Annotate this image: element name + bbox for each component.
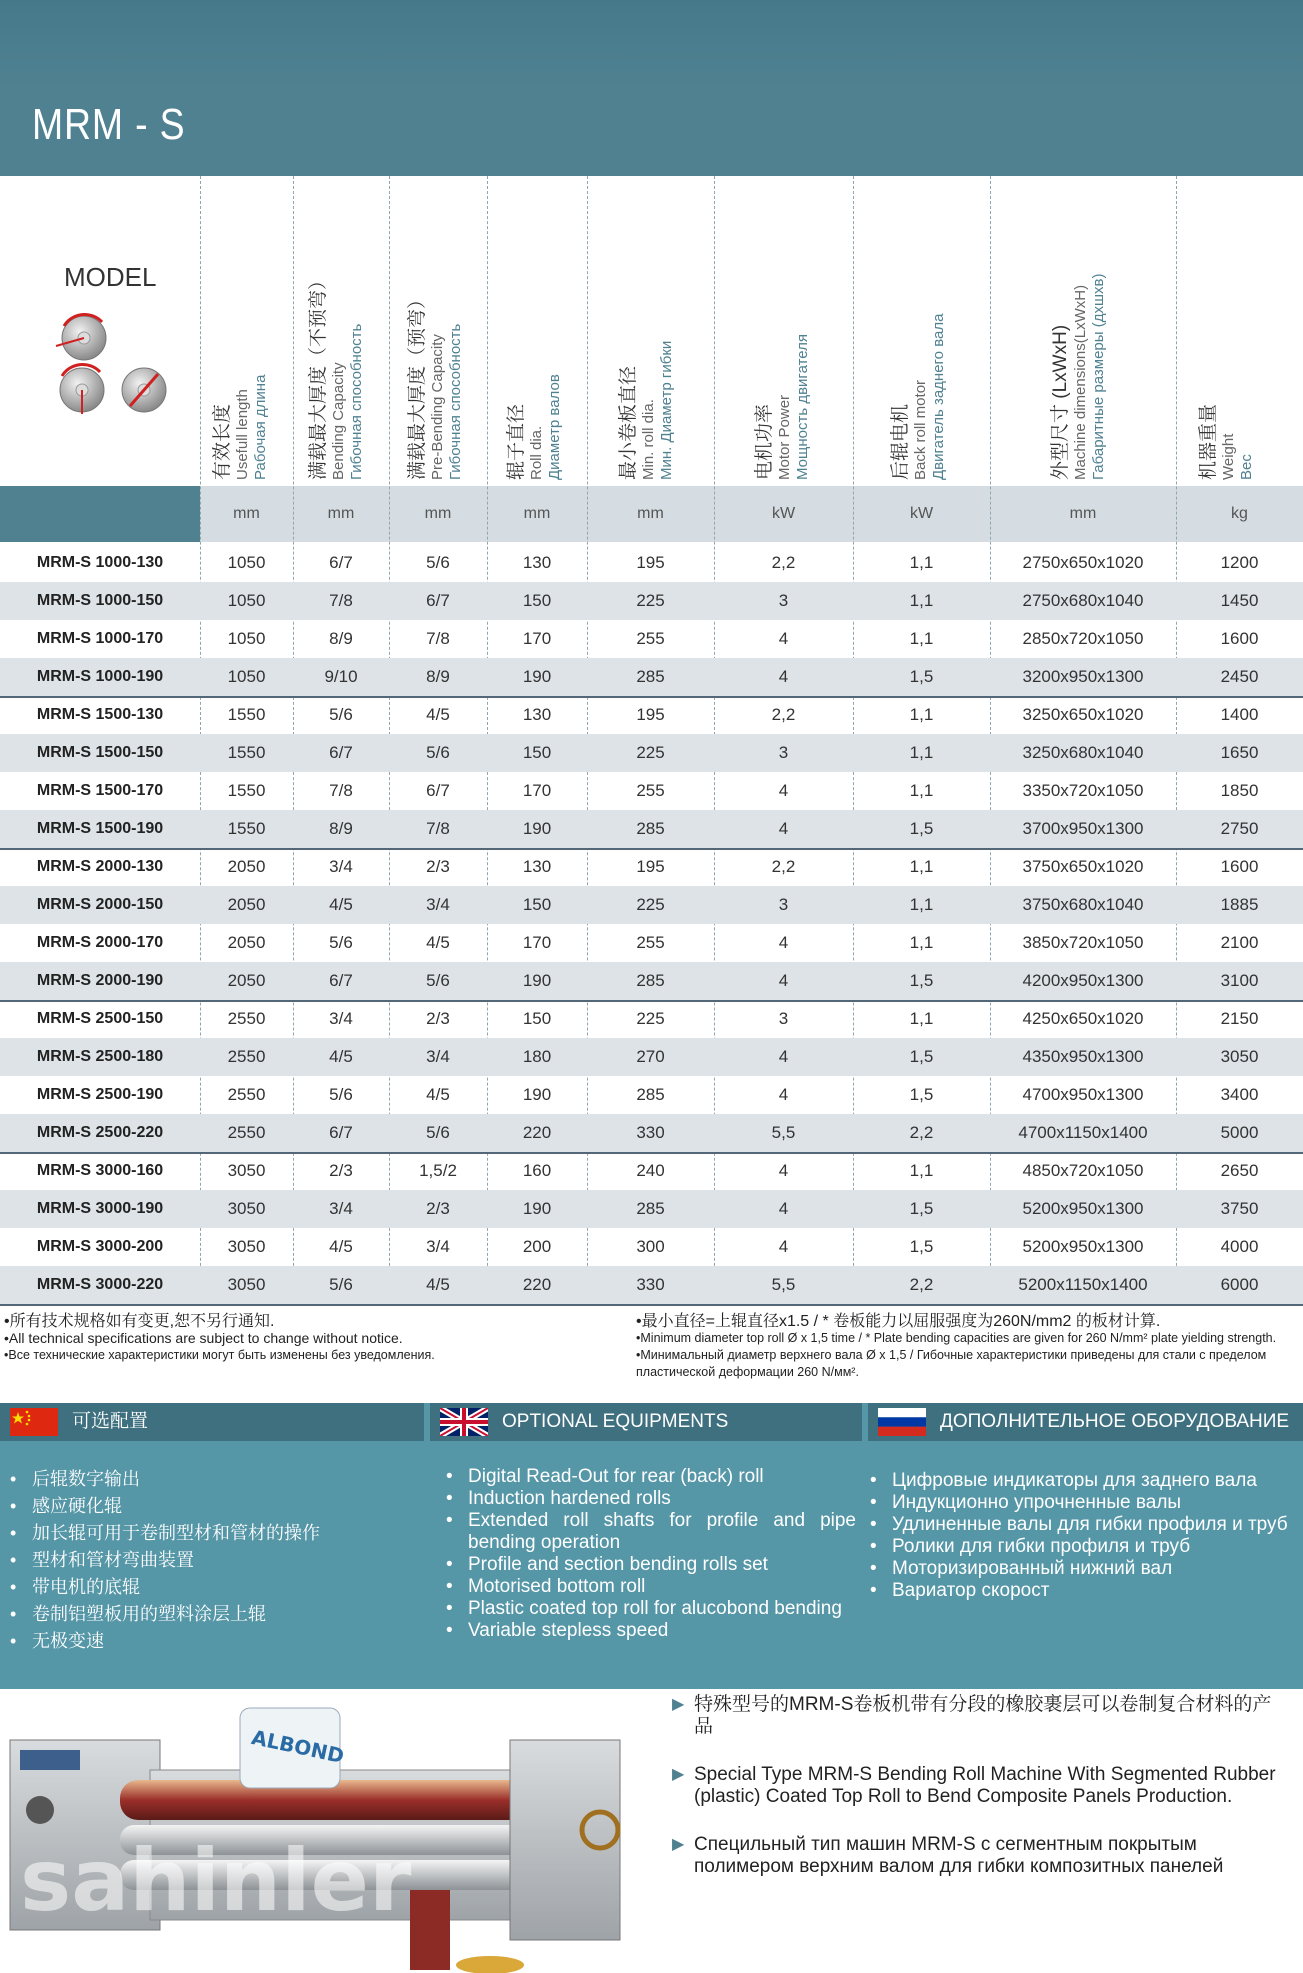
value-cell: 1,1 [909, 705, 934, 724]
value-cell: 7/8 [426, 629, 450, 648]
value-cell: 5/6 [329, 1275, 353, 1294]
options-header-ru [868, 1403, 1303, 1441]
model-label: MODEL [64, 262, 157, 292]
table-row [0, 1152, 1303, 1190]
value-cell: 3100 [1220, 971, 1259, 990]
value-cell: 220 [522, 1123, 552, 1142]
value-cell: 2/3 [426, 1009, 450, 1028]
value-cell: 4850x720x1050 [1022, 1161, 1144, 1180]
options-header-en [430, 1403, 862, 1441]
unit-cell: kg [1231, 505, 1248, 522]
value-cell: 1550 [227, 743, 266, 762]
value-cell: 3050 [227, 1237, 266, 1256]
value-cell: 225 [636, 743, 665, 762]
value-cell: 2,2 [909, 1275, 934, 1294]
value-cell: 4 [778, 1199, 789, 1218]
value-cell: 190 [522, 667, 552, 686]
value-cell: 2050 [227, 857, 266, 876]
header-band [0, 0, 1303, 176]
value-cell: 6/7 [329, 553, 353, 572]
value-cell: 4 [778, 971, 789, 990]
value-cell: 2150 [1220, 1009, 1259, 1028]
unit-cell: mm [327, 505, 355, 522]
model-cell: MRM-S 2500-220 [36, 1124, 164, 1141]
value-cell: 2750 [1220, 819, 1259, 838]
option-item: • Удлиненные валы для гибки профиля и труб [868, 1514, 1298, 1536]
value-cell: 285 [636, 1085, 665, 1104]
value-cell: 225 [636, 1009, 665, 1028]
value-cell: 5200x1150x1400 [1018, 1275, 1148, 1294]
value-cell: 6/7 [329, 743, 353, 762]
option-item: • Цифровые индикаторы для заднего вала [868, 1470, 1298, 1492]
value-cell: 195 [636, 553, 665, 572]
value-cell: 7/8 [329, 781, 353, 800]
value-cell: 2/3 [329, 1161, 353, 1180]
value-cell: 4 [778, 781, 789, 800]
value-cell: 2,2 [771, 857, 796, 876]
model-cell: MRM-S 1000-170 [36, 630, 164, 647]
value-cell: 4 [778, 1237, 789, 1256]
model-cell: MRM-S 2000-150 [36, 896, 164, 913]
table-row [0, 924, 1303, 962]
model-cell: MRM-S 1000-130 [36, 554, 164, 571]
option-item: • 带电机的底辊 [8, 1574, 418, 1601]
value-cell: 4700x950x1300 [1022, 1085, 1144, 1104]
value-cell: 1,5 [909, 819, 934, 838]
note-line: •Minimum diameter top roll Ø x 1,5 time / * Plate bending capacities are given for 260 N/mm² plate yielding strength. [636, 1331, 1277, 1345]
value-cell: 6000 [1220, 1275, 1259, 1294]
value-cell: 8/9 [329, 629, 353, 648]
value-cell: 4700x1150x1400 [1018, 1123, 1148, 1142]
value-cell: 2550 [227, 1009, 266, 1028]
value-cell: 285 [636, 1199, 665, 1218]
table-row [0, 734, 1303, 772]
value-cell: 150 [522, 591, 552, 610]
option-item: • 卷制铝塑板用的塑料涂层上辊 [8, 1601, 418, 1628]
description-ru: ▶ Специльный тип машин MRM-S с сегментным покрытым полимером верхним валом для гибки композитных панелей [672, 1834, 1224, 1877]
uk-flag-icon [440, 1408, 488, 1436]
value-cell: 4 [778, 819, 789, 838]
model-cell: MRM-S 1500-150 [36, 744, 164, 761]
value-cell: 170 [522, 933, 552, 952]
options-title-ru: ДОПОЛНИТЕЛЬНОЕ ОБОРУДОВАНИЕ [940, 1411, 1290, 1432]
value-cell: 1,5 [909, 1085, 934, 1104]
table-row [0, 886, 1303, 924]
value-cell: 1450 [1220, 591, 1259, 610]
table-row [0, 848, 1303, 886]
option-item: • 加长辊可用于卷制型材和管材的操作 [8, 1520, 418, 1547]
value-cell: 1050 [227, 629, 266, 648]
value-cell: 4200x950x1300 [1022, 971, 1144, 990]
value-cell: 2/3 [426, 1199, 450, 1218]
value-cell: 8/9 [426, 667, 450, 686]
roll-label: ALBOND [249, 1725, 347, 1769]
model-cell: MRM-S 2000-190 [36, 972, 164, 989]
value-cell: 1,5/2 [419, 1161, 457, 1180]
note-line: •Все технические характеристики могут быть изменены без уведомления. [4, 1348, 435, 1362]
value-cell: 3/4 [426, 1237, 450, 1256]
value-cell: 4000 [1220, 1237, 1259, 1256]
value-cell: 4 [778, 667, 789, 686]
value-cell: 3750 [1220, 1199, 1259, 1218]
value-cell: 5/6 [426, 1123, 450, 1142]
value-cell: 2050 [227, 971, 266, 990]
value-cell: 225 [636, 591, 665, 610]
value-cell: 1850 [1220, 781, 1259, 800]
value-cell: 1,1 [909, 743, 934, 762]
value-cell: 5/6 [329, 705, 353, 724]
china-flag-icon [10, 1408, 58, 1436]
value-cell: 195 [636, 857, 665, 876]
table-row [0, 1266, 1303, 1306]
option-item: • Ролики для гибки профиля и труб [868, 1536, 1298, 1558]
value-cell: 3/4 [329, 1009, 353, 1028]
value-cell: 2750x680x1040 [1022, 591, 1144, 610]
unit-cell: mm [1069, 505, 1097, 522]
value-cell: 4/5 [426, 1275, 450, 1294]
value-cell: 3 [778, 1009, 789, 1028]
value-cell: 150 [522, 1009, 552, 1028]
value-cell: 4/5 [329, 895, 353, 914]
value-cell: 160 [522, 1161, 552, 1180]
value-cell: 330 [636, 1123, 665, 1142]
value-cell: 5/6 [426, 971, 450, 990]
value-cell: 3250x680x1040 [1022, 743, 1144, 762]
table-row [0, 1038, 1303, 1076]
value-cell: 180 [522, 1047, 552, 1066]
value-cell: 1050 [227, 591, 266, 610]
value-cell: 2550 [227, 1047, 266, 1066]
value-cell: 3350x720x1050 [1022, 781, 1144, 800]
value-cell: 130 [522, 553, 552, 572]
unit-cell: mm [523, 505, 551, 522]
value-cell: 150 [522, 895, 552, 914]
unit-cell: mm [424, 505, 452, 522]
model-cell: MRM-S 2500-150 [36, 1010, 164, 1027]
value-cell: 1,1 [909, 857, 934, 876]
value-cell: 6/7 [426, 591, 450, 610]
option-item: • Motorised bottom roll [444, 1576, 856, 1598]
value-cell: 3/4 [329, 1199, 353, 1218]
value-cell: 255 [636, 781, 665, 800]
value-cell: 7/8 [329, 591, 353, 610]
value-cell: 5,5 [771, 1123, 796, 1142]
notes-right [636, 1313, 1300, 1381]
unit-cell: mm [637, 505, 664, 522]
value-cell: 240 [636, 1161, 665, 1180]
value-cell: 195 [636, 705, 665, 724]
value-cell: 1200 [1220, 553, 1259, 572]
value-cell: 190 [522, 971, 552, 990]
table-row [0, 696, 1303, 734]
value-cell: 4/5 [426, 1085, 450, 1104]
value-cell: 1550 [227, 819, 266, 838]
value-cell: 4/5 [426, 933, 450, 952]
value-cell: 170 [522, 781, 552, 800]
value-cell: 1,1 [909, 1161, 934, 1180]
note-line: •最小直径=上辊直径x1.5 / * 卷板能力以屈服强度为260N/mm2 的板材计算. [636, 1313, 1161, 1330]
value-cell: 3250x650x1020 [1022, 705, 1144, 724]
value-cell: 1,1 [909, 1009, 934, 1028]
value-cell: 1,5 [909, 971, 934, 990]
model-cell: MRM-S 1000-190 [36, 668, 164, 685]
table-row [0, 962, 1303, 1002]
value-cell: 190 [522, 1085, 552, 1104]
value-cell: 6/7 [426, 781, 450, 800]
value-cell: 5/6 [329, 933, 353, 952]
value-cell: 1,1 [909, 781, 934, 800]
value-cell: 3/4 [426, 1047, 450, 1066]
option-item: • Variable stepless speed [444, 1620, 856, 1642]
option-item: • Plastic coated top roll for alucobond bending [444, 1598, 856, 1620]
value-cell: 2850x720x1050 [1022, 629, 1144, 648]
value-cell: 9/10 [324, 667, 358, 686]
value-cell: 150 [522, 743, 552, 762]
value-cell: 3400 [1220, 1085, 1259, 1104]
value-cell: 2,2 [771, 705, 796, 724]
table-row [0, 620, 1303, 658]
page-title: MRM - S [32, 100, 186, 149]
value-cell: 255 [636, 629, 665, 648]
value-cell: 2100 [1220, 933, 1259, 952]
value-cell: 1,5 [909, 1237, 934, 1256]
table-row [0, 810, 1303, 850]
description-cn: ▶ 特殊型号的MRM-S卷板机带有分段的橡胶裹层可以卷制复合材料的产品 [672, 1694, 1272, 1737]
model-cell: MRM-S 2000-170 [36, 934, 164, 951]
value-cell: 270 [636, 1047, 665, 1066]
value-cell: 255 [636, 933, 665, 952]
option-item: • Вариатор скорост [868, 1580, 1298, 1602]
value-cell: 1,1 [909, 591, 934, 610]
value-cell: 200 [522, 1237, 552, 1256]
value-cell: 3750x650x1020 [1022, 857, 1144, 876]
option-item: • Induction hardened rolls [444, 1488, 856, 1510]
value-cell: 5,5 [771, 1275, 796, 1294]
value-cell: 225 [636, 895, 665, 914]
value-cell: 1550 [227, 705, 266, 724]
value-cell: 2,2 [771, 553, 796, 572]
table-row [0, 1190, 1303, 1228]
value-cell: 4/5 [426, 705, 450, 724]
option-item: • Индукционно упрочненные валы [868, 1492, 1298, 1514]
value-cell: 7/8 [426, 819, 450, 838]
table-row [0, 1076, 1303, 1114]
value-cell: 4/5 [329, 1237, 353, 1256]
russia-flag-icon [878, 1408, 926, 1436]
table-row [0, 772, 1303, 810]
options-list-cn [8, 1466, 418, 1655]
value-cell: 2650 [1220, 1161, 1259, 1180]
value-cell: 6/7 [329, 1123, 353, 1142]
notes-left [4, 1313, 624, 1364]
value-cell: 1600 [1220, 857, 1259, 876]
value-cell: 5200x950x1300 [1022, 1199, 1144, 1218]
value-cell: 5000 [1220, 1123, 1259, 1142]
value-cell: 2550 [227, 1123, 266, 1142]
value-cell: 130 [522, 857, 552, 876]
options-header-cn [0, 1403, 424, 1441]
value-cell: 3700x950x1300 [1022, 819, 1144, 838]
description-en: ▶ Special Type MRM-S Bending Roll Machine With Segmented Rubber (plastic) Coated Top Roll to Bend Composite Panels Production. [672, 1764, 1276, 1807]
value-cell: 3200x950x1300 [1022, 667, 1144, 686]
model-cell: MRM-S 1500-130 [36, 706, 164, 723]
value-cell: 330 [636, 1275, 665, 1294]
value-cell: 285 [636, 667, 665, 686]
table-row [0, 582, 1303, 620]
table-row [0, 658, 1303, 698]
model-cell: MRM-S 3000-160 [36, 1162, 164, 1179]
value-cell: 300 [636, 1237, 665, 1256]
units-row-model-cell [0, 486, 200, 542]
value-cell: 4 [778, 1085, 789, 1104]
value-cell: 3050 [227, 1275, 266, 1294]
value-cell: 4 [778, 629, 789, 648]
options-list-ru [868, 1470, 1298, 1602]
brand-watermark: sahinler [20, 1831, 412, 1931]
value-cell: 2550 [227, 1085, 266, 1104]
value-cell: 3 [778, 591, 789, 610]
value-cell: 220 [522, 1275, 552, 1294]
machine-image [0, 1700, 640, 1973]
value-cell: 2050 [227, 895, 266, 914]
roll-diagram-icon [44, 296, 184, 426]
value-cell: 5/6 [426, 553, 450, 572]
value-cell: 5/6 [426, 743, 450, 762]
value-cell: 285 [636, 819, 665, 838]
value-cell: 3/4 [329, 857, 353, 876]
unit-cell: kW [909, 505, 934, 522]
value-cell: 1550 [227, 781, 266, 800]
note-line: •All technical specifications are subject to change without notice. [4, 1330, 403, 1346]
value-cell: 3750x680x1040 [1022, 895, 1144, 914]
table-row [0, 1000, 1303, 1038]
value-cell: 3050 [1220, 1047, 1259, 1066]
table-row [0, 1114, 1303, 1154]
note-line: •所有技术规格如有变更,恕不另行通知. [4, 1313, 275, 1330]
value-cell: 3/4 [426, 895, 450, 914]
value-cell: 4350x950x1300 [1022, 1047, 1144, 1066]
value-cell: 2450 [1220, 667, 1259, 686]
model-cell: MRM-S 2000-130 [36, 858, 164, 875]
value-cell: 1050 [227, 667, 266, 686]
value-cell: 5/6 [329, 1085, 353, 1104]
value-cell: 1885 [1220, 895, 1259, 914]
value-cell: 190 [522, 819, 552, 838]
model-cell: MRM-S 2500-180 [36, 1048, 164, 1065]
model-cell: MRM-S 1500-190 [36, 820, 164, 837]
table-row [0, 544, 1303, 582]
model-cell: MRM-S 1500-170 [36, 782, 164, 799]
value-cell: 3 [778, 895, 789, 914]
value-cell: 1400 [1220, 705, 1259, 724]
value-cell: 1,1 [909, 553, 934, 572]
option-item: • 无极变速 [8, 1628, 418, 1655]
value-cell: 1,5 [909, 667, 934, 686]
value-cell: 1,1 [909, 895, 934, 914]
value-cell: 3 [778, 743, 789, 762]
option-item: • 型材和管材弯曲装置 [8, 1547, 418, 1574]
model-cell: MRM-S 2500-190 [36, 1086, 164, 1103]
value-cell: 2050 [227, 933, 266, 952]
value-cell: 1,1 [909, 933, 934, 952]
model-cell: MRM-S 3000-190 [36, 1200, 164, 1217]
value-cell: 1,1 [909, 629, 934, 648]
unit-cell: mm [233, 505, 260, 522]
value-cell: 5200x950x1300 [1022, 1237, 1144, 1256]
option-item: • Моторизированный нижний вал [868, 1558, 1298, 1580]
value-cell: 4 [778, 1047, 789, 1066]
option-item: • 后辊数字输出 [8, 1466, 418, 1493]
value-cell: 2,2 [909, 1123, 934, 1142]
unit-cell: kW [771, 505, 796, 522]
table-row [0, 1228, 1303, 1266]
value-cell: 170 [522, 629, 552, 648]
options-title-en: OPTIONAL EQUIPMENTS [502, 1411, 729, 1432]
model-cell: MRM-S 1000-150 [36, 592, 164, 609]
value-cell: 6/7 [329, 971, 353, 990]
option-item: • Profile and section bending rolls set [444, 1554, 856, 1576]
value-cell: 2/3 [426, 857, 450, 876]
options-title-cn: 可选配置 [72, 1411, 149, 1432]
value-cell: 2750x650x1020 [1022, 553, 1144, 572]
model-cell: MRM-S 3000-220 [36, 1276, 164, 1293]
value-cell: 130 [522, 705, 552, 724]
value-cell: 1,5 [909, 1199, 934, 1218]
value-cell: 4250x650x1020 [1022, 1009, 1144, 1028]
value-cell: 1050 [227, 553, 266, 572]
option-item: • Extended roll shafts for profile and pipe bending operation [444, 1510, 856, 1554]
value-cell: 3850x720x1050 [1022, 933, 1144, 952]
value-cell: 8/9 [329, 819, 353, 838]
note-line: •Минимальный диаметр верхнего вала Ø x 1,5 / Гибочные характеристики приведены для стали с пределом пластической деформации 260 N/мм². [636, 1348, 1267, 1379]
option-item: • 感应硬化辊 [8, 1493, 418, 1520]
value-cell: 4 [778, 1161, 789, 1180]
model-cell: MRM-S 3000-200 [36, 1238, 164, 1255]
value-cell: 3050 [227, 1199, 266, 1218]
value-cell: 1600 [1220, 629, 1259, 648]
value-cell: 4/5 [329, 1047, 353, 1066]
value-cell: 285 [636, 971, 665, 990]
value-cell: 3050 [227, 1161, 266, 1180]
value-cell: 190 [522, 1199, 552, 1218]
options-list-en [444, 1466, 856, 1642]
option-item: • Digital Read-Out for rear (back) roll [444, 1466, 856, 1488]
value-cell: 4 [778, 933, 789, 952]
value-cell: 1,5 [909, 1047, 934, 1066]
value-cell: 1650 [1220, 743, 1259, 762]
